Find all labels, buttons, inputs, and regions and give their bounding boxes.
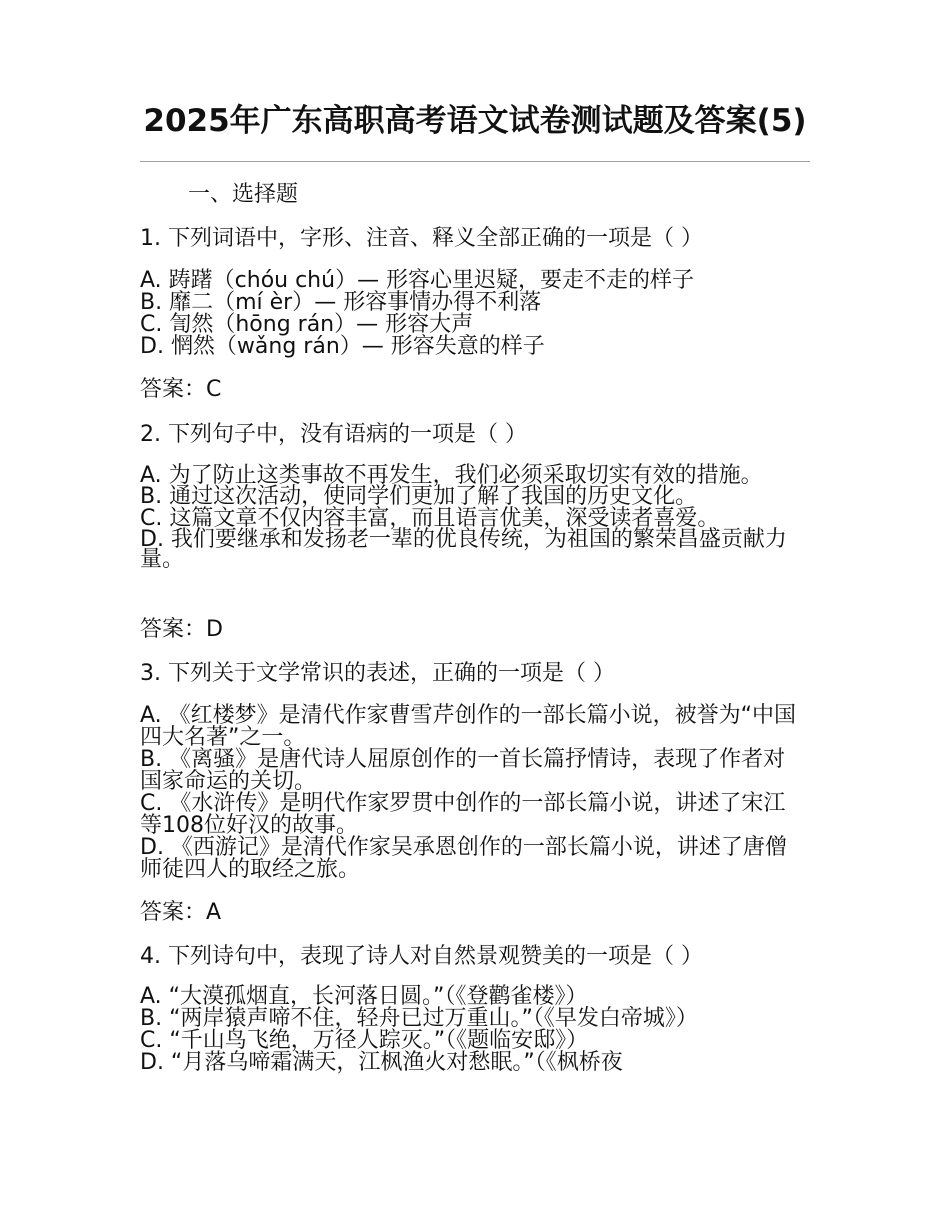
question-3-options xyxy=(140,705,800,881)
question-4-stem: 4. 下列诗句中，表现了诗人对自然景观赞美的一项是（ ） xyxy=(140,944,703,969)
question-2-option-c: C. 这篇文章不仅内容丰富，而且语言优美，深受读者喜爱。 xyxy=(140,506,720,531)
title-underline xyxy=(140,161,810,162)
question-4-option-c: C. “千山鸟飞绝，万径人踪灭。”（《题临安邸》） xyxy=(140,1028,589,1053)
question-1-answer: 答案：C xyxy=(140,377,222,402)
document-title: 2025年广东高职高考语文试卷测试题及答案(5) xyxy=(143,103,807,139)
question-4-options xyxy=(140,986,800,1074)
question-1-stem: 1. 下列词语中，字形、注音、释义全部正确的一项是（ ） xyxy=(140,226,703,251)
question-4-option-b: B. “两岸猿声啼不住，轻舟已过万重山。”（《早发白帝城》） xyxy=(140,1006,698,1031)
question-2-options xyxy=(140,463,800,572)
question-2-option-d: D. 我们要继承和发扬老一辈的优良传统，为祖国的繁荣昌盛贡献力量。 xyxy=(140,527,787,572)
question-1-option-d: D. 惘然（wǎng rán）— 形容失意的样子 xyxy=(140,334,545,359)
question-3-option-a: A. 《红楼梦》是清代作家曹雪芹创作的一部长篇小说，被誉为“中国四大名著”之一。 xyxy=(140,703,797,750)
question-1-option-c: C. 訇然（hōng rán）— 形容大声 xyxy=(140,312,474,337)
question-4-option-a: A. “大漠孤烟直，长河落日圆。”（《登鹳雀楼》） xyxy=(140,984,588,1009)
section-heading: 一、选择题 xyxy=(188,182,299,207)
question-1-option-a: A. 踌躇（chóu chú）— 形容心里迟疑，要走不走的样子 xyxy=(140,268,695,293)
question-2-option-b: B. 通过这次活动，使同学们更加了解了我国的历史文化。 xyxy=(140,484,698,509)
question-1-option-b: B. 靡二（mí èr）— 形容事情办得不利落 xyxy=(140,290,542,315)
question-2-stem: 2. 下列句子中，没有语病的一项是（ ） xyxy=(140,422,527,447)
question-1-options xyxy=(140,270,800,358)
question-3-answer: 答案：A xyxy=(140,900,222,925)
question-3-option-d: D. 《西游记》是清代作家吴承恩创作的一部长篇小说，讲述了唐僧师徒四人的取经之旅。 xyxy=(140,835,787,882)
question-3-stem: 3. 下列关于文学常识的表述，正确的一项是（ ） xyxy=(140,661,615,686)
question-2-answer: 答案：D xyxy=(140,617,223,642)
question-3-option-b: B. 《离骚》是唐代诗人屈原创作的一首长篇抒情诗，表现了作者对国家命运的关切。 xyxy=(140,747,786,794)
question-4-option-d: D. “月落乌啼霜满天，江枫渔火对愁眠。”（《枫桥夜 xyxy=(140,1050,623,1075)
question-3-option-c: C. 《水浒传》是明代作家罗贯中创作的一部长篇小说，讲述了宋江等108位好汉的故事。 xyxy=(140,791,786,838)
question-2-option-a: A. 为了防止这类事故不再发生，我们必须采取切实有效的措施。 xyxy=(140,463,763,488)
